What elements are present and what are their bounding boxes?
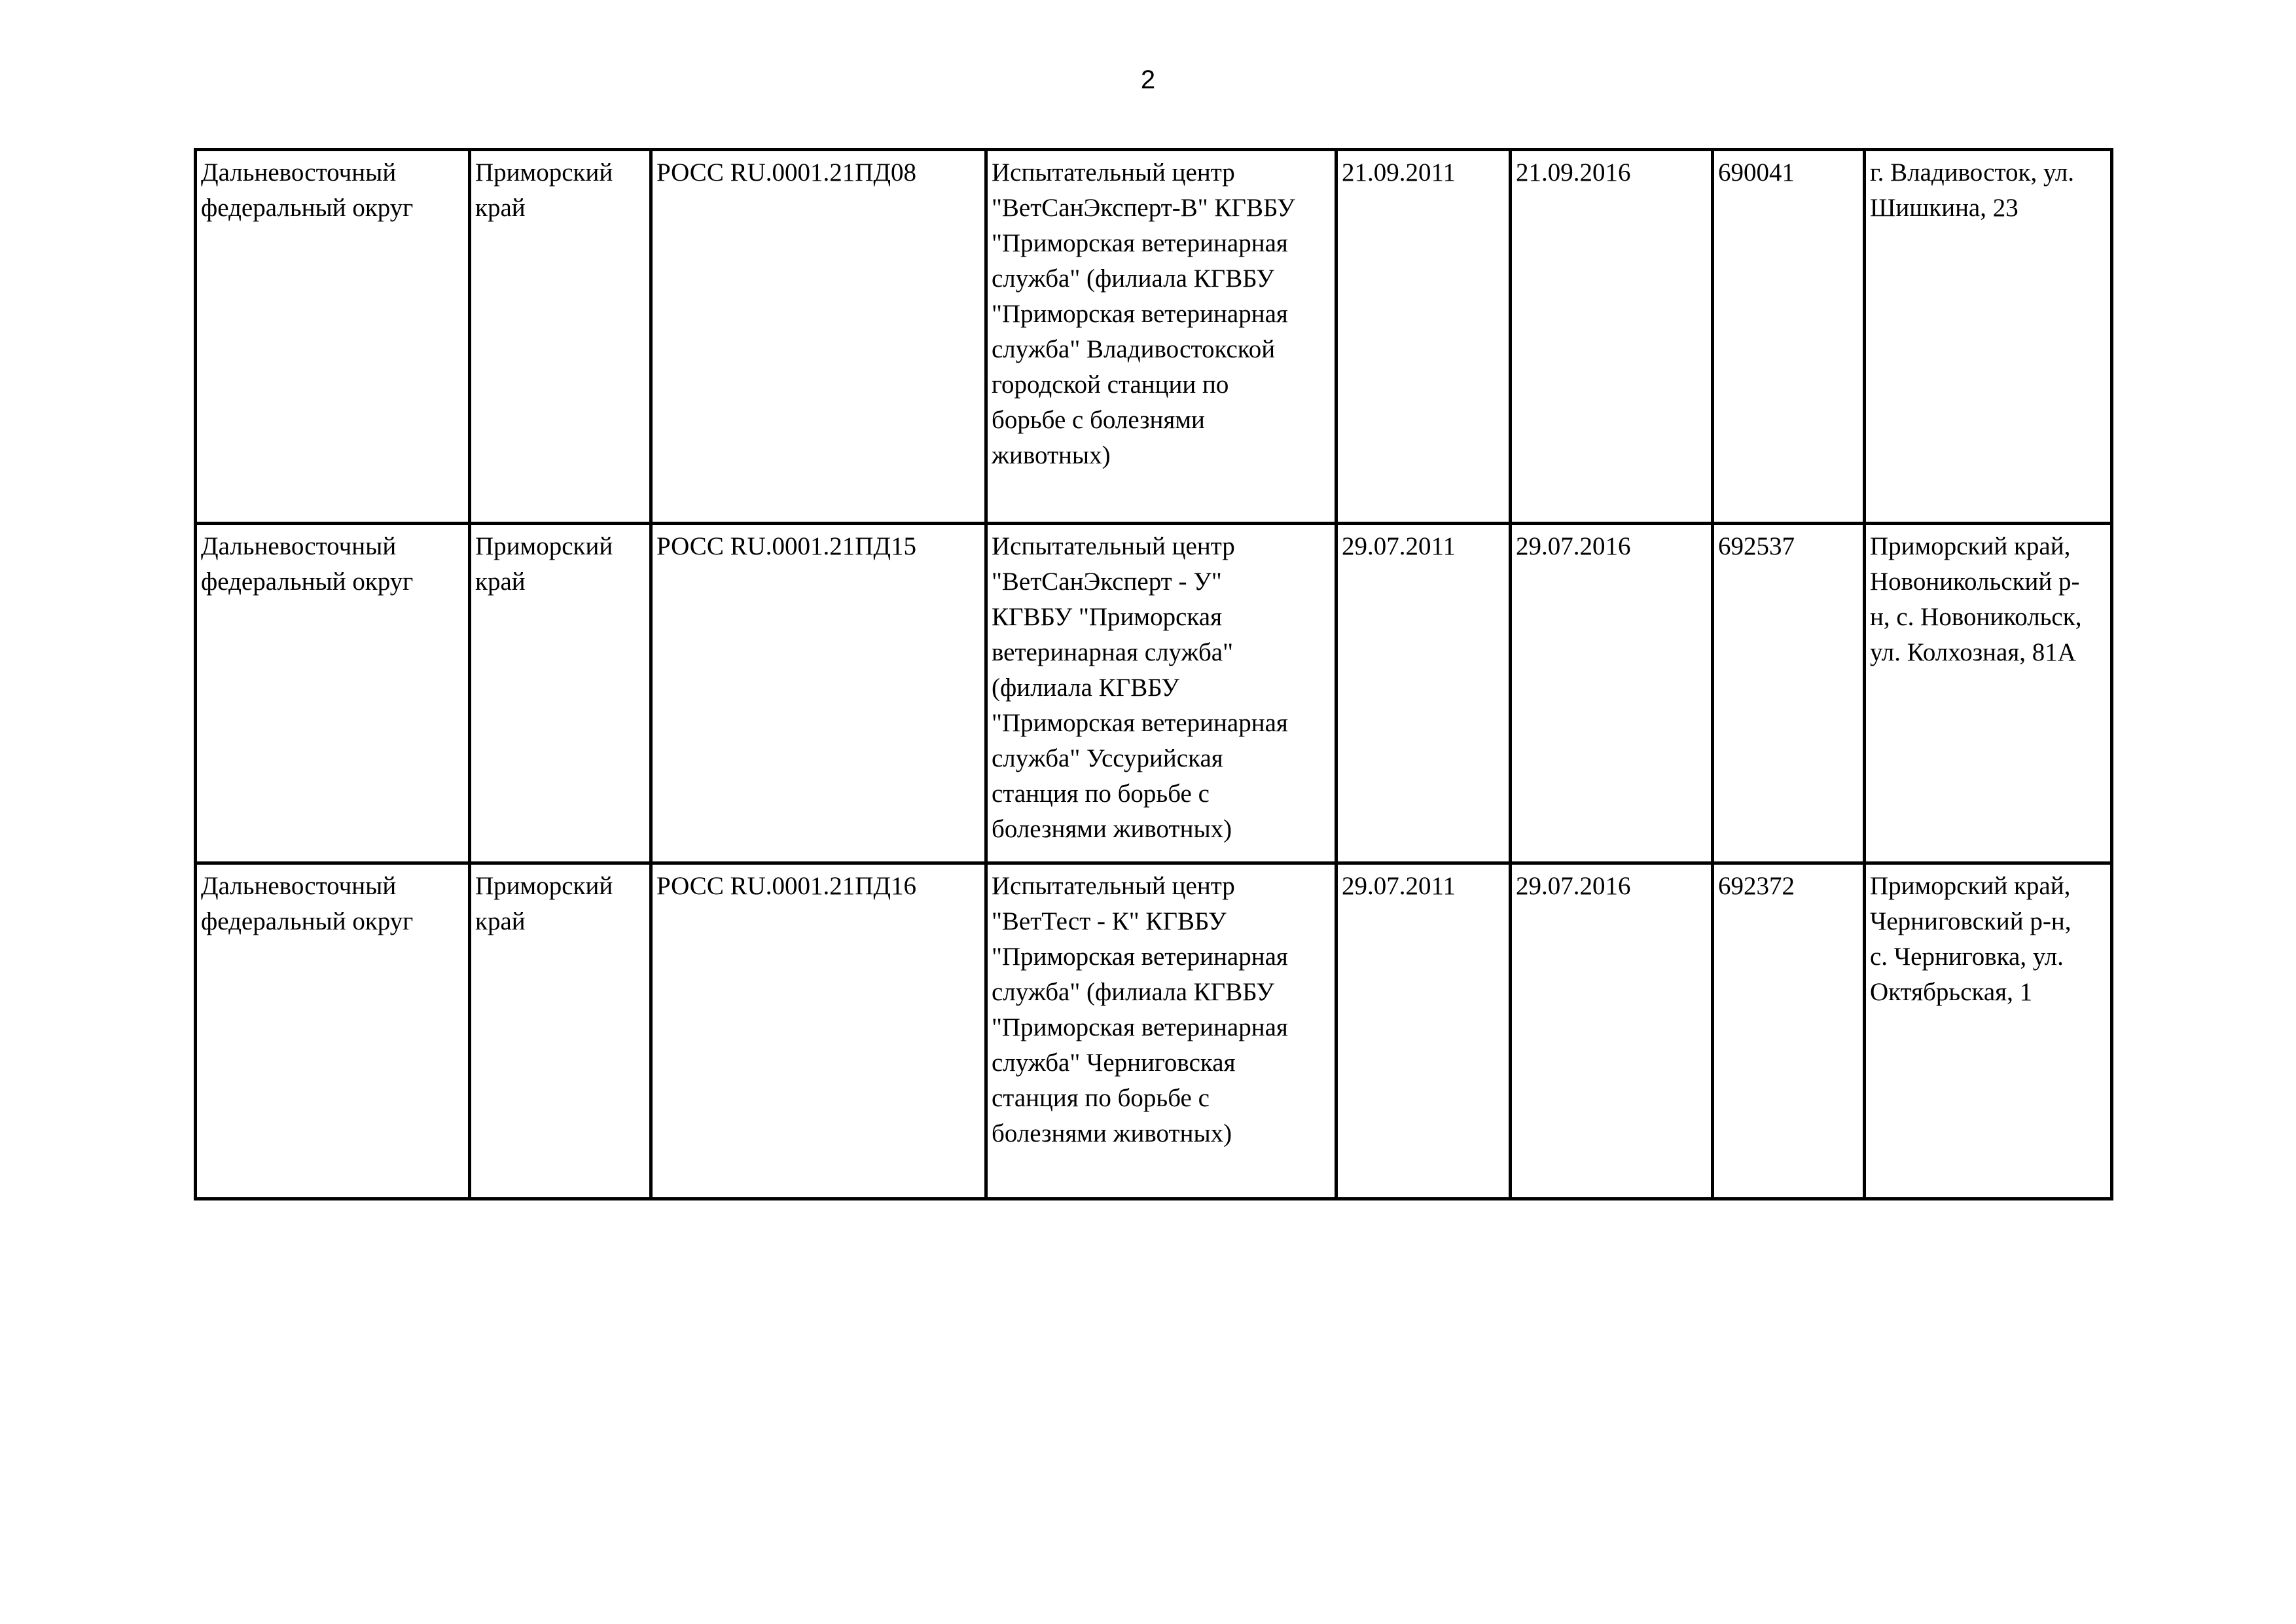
district-cell: Дальневосточный федеральный округ bbox=[196, 524, 470, 863]
table-row bbox=[196, 150, 2112, 524]
date-start-cell: 29.07.2011 bbox=[1336, 863, 1511, 1199]
district-cell: Дальневосточный федеральный округ bbox=[196, 150, 470, 524]
certificate-cell: РОСС RU.0001.21ПД16 bbox=[651, 863, 986, 1199]
table-row bbox=[196, 524, 2112, 863]
postal-code-cell: 692372 bbox=[1713, 863, 1865, 1199]
laboratory-registry-table bbox=[194, 148, 2113, 1200]
organization-cell: Испытательный центр "ВетСанЭксперт - У" КГВБУ "Приморская ветеринарная служба" (филиала КГВБУ "Приморская ветеринарная служба" Уссурийская станция по борьбе с болезнями животных) bbox=[986, 524, 1336, 863]
postal-code-cell: 690041 bbox=[1713, 150, 1865, 524]
postal-code-cell: 692537 bbox=[1713, 524, 1865, 863]
certificate-cell: РОСС RU.0001.21ПД15 bbox=[651, 524, 986, 863]
organization-cell: Испытательный центр "ВетТест - К" КГВБУ "Приморская ветеринарная служба" (филиала КГВБУ "Приморская ветеринарная служба" Черниговская станция по борьбе с болезнями животных) bbox=[986, 863, 1336, 1199]
date-start-cell: 21.09.2011 bbox=[1336, 150, 1511, 524]
date-end-cell: 29.07.2016 bbox=[1511, 863, 1713, 1199]
address-cell: г. Владивосток, ул. Шишкина, 23 bbox=[1865, 150, 2112, 524]
certificate-cell: РОСС RU.0001.21ПД08 bbox=[651, 150, 986, 524]
table-row bbox=[196, 863, 2112, 1199]
page-number: 2 bbox=[1140, 65, 1156, 94]
address-cell: Приморский край, Черниговский р-н, с. Черниговка, ул. Октябрьская, 1 bbox=[1865, 863, 2112, 1199]
region-cell: Приморский край bbox=[470, 863, 651, 1199]
date-end-cell: 29.07.2016 bbox=[1511, 524, 1713, 863]
region-cell: Приморский край bbox=[470, 524, 651, 863]
address-cell: Приморский край, Новоникольский р- н, с. Новоникольск, ул. Колхозная, 81А bbox=[1865, 524, 2112, 863]
district-cell: Дальневосточный федеральный округ bbox=[196, 863, 470, 1199]
date-end-cell: 21.09.2016 bbox=[1511, 150, 1713, 524]
date-start-cell: 29.07.2011 bbox=[1336, 524, 1511, 863]
organization-cell: Испытательный центр "ВетСанЭксперт-В" КГВБУ "Приморская ветеринарная служба" (филиала КГВБУ "Приморская ветеринарная служба" Владивостокской городской станции по борьбе с болезнями животных) bbox=[986, 150, 1336, 524]
region-cell: Приморский край bbox=[470, 150, 651, 524]
